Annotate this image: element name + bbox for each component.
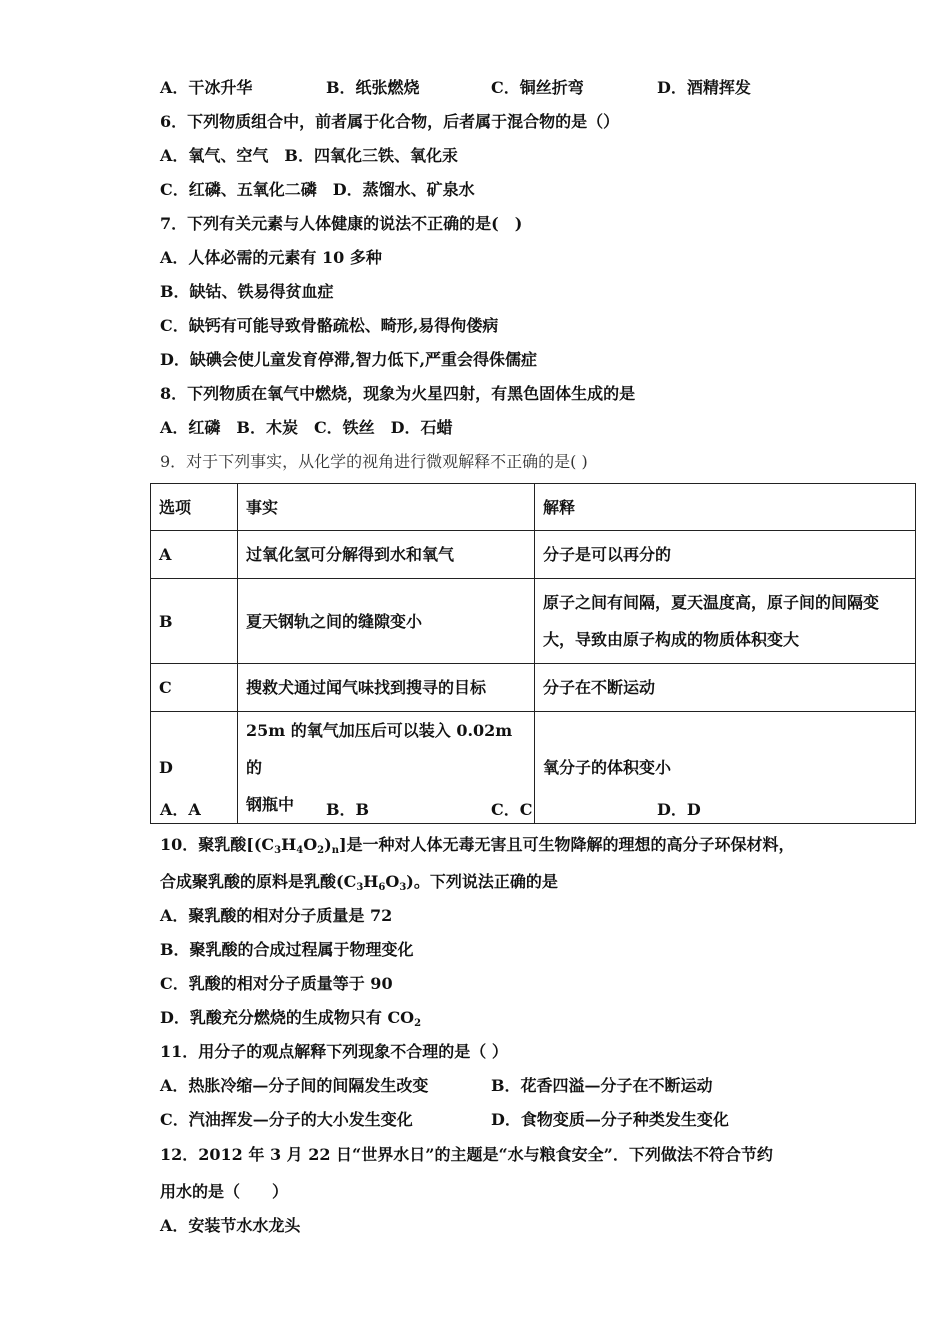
row-explanation: 分子是可以再分的 (535, 531, 916, 579)
row-option: C (151, 664, 238, 712)
table-row (151, 579, 916, 664)
q6-options-ab: A．氧气、空气 B．四氧化三铁、氧化汞 (160, 146, 458, 165)
q5-option-d: D．酒精挥发 (657, 78, 751, 97)
row-explanation: 原子之间有间隔，夏天温度高，原子间的间隔变 大，导致由原子构成的物质体积变大 (535, 579, 916, 664)
q12-stem-line1: 12．2012 年 3 月 22 日“世界水日”的主题是“水与粮食安全”．下列做法不符合节约 (160, 1145, 773, 1164)
table-row (151, 531, 916, 579)
row-option: B (151, 579, 238, 664)
row-fact: 夏天钢轨之间的缝隙变小 (238, 579, 535, 664)
row-option: D (151, 712, 238, 824)
q9-stem: 9．对于下列事实，从化学的视角进行微观解释不正确的是( ) (160, 452, 588, 471)
q11-stem: 11．用分子的观点解释下列现象不合理的是（ ） (160, 1042, 508, 1061)
q11-option-b: B．花香四溢—分子在不断运动 (491, 1076, 713, 1095)
q7-stem: 7．下列有关元素与人体健康的说法不正确的是( ) (160, 214, 523, 233)
row-fact: 过氧化氢可分解得到水和氧气 (238, 531, 535, 579)
row-fact: 25m 的氧气加压后可以装入 0.02m 的 钢瓶中 (238, 712, 535, 824)
q10-option-b: B．聚乳酸的合成过程属于物理变化 (160, 940, 414, 959)
table-header-row (151, 484, 916, 531)
q12-stem-line2: 用水的是（ ） (160, 1182, 289, 1201)
q9-option-c: C．C (491, 800, 533, 819)
q11-option-d: D．食物变质—分子种类发生变化 (491, 1110, 729, 1129)
q6-stem: 6．下列物质组合中，前者属于化合物，后者属于混合物的是（） (160, 112, 620, 131)
q10-option-a: A．聚乳酸的相对分子质量是 72 (160, 906, 393, 925)
q10-stem-line1: 10．聚乳酸$[(C_3H_4O_2)_n]$是一种对人体无毒无害且可生物降解的理想的高分子环保材料， (160, 835, 795, 856)
q11-option-c: C．汽油挥发—分子的大小发生变化 (160, 1110, 413, 1129)
row-fact: 搜救犬通过闻气味找到搜寻的目标 (238, 664, 535, 712)
header-option: 选项 (151, 484, 238, 531)
q6-options-cd: C．红磷、五氧化二磷 D．蒸馏水、矿泉水 (160, 180, 475, 199)
q9-option-b: B．B (326, 800, 370, 819)
q9-option-a: A．A (160, 800, 201, 819)
table-row (151, 712, 916, 824)
q9-table (150, 483, 916, 824)
q5-option-a: A．干冰升华 (160, 78, 253, 97)
q9-option-d: D．D (657, 800, 701, 819)
q10-option-d: D．乳酸充分燃烧的生成物只有 $CO_2$ (160, 1008, 422, 1029)
q7-option-d: D．缺碘会使儿童发育停滞,智力低下,严重会得侏儒症 (160, 350, 538, 369)
q8-stem: 8．下列物质在氧气中燃烧，现象为火星四射，有黑色固体生成的是 (160, 384, 636, 403)
q8-options: A．红磷 B．木炭 C．铁丝 D．石蜡 (160, 418, 453, 437)
q5-option-b: B．纸张燃烧 (326, 78, 420, 97)
q5-option-c: C．铜丝折弯 (491, 78, 584, 97)
q10-option-c: C．乳酸的相对分子质量等于 90 (160, 974, 393, 993)
q12-option-a: A．安装节水水龙头 (160, 1216, 301, 1235)
q7-option-a: A．人体必需的元素有 10 多种 (160, 248, 382, 267)
q7-option-c: C．缺钙有可能导致骨骼疏松、畸形,易得佝偻病 (160, 316, 499, 335)
header-explanation: 解释 (535, 484, 916, 531)
q10-stem-line2: 合成聚乳酸的原料是乳酸$(C_3H_6O_3)$。下列说法正确的是 (160, 872, 558, 893)
row-explanation: 氧分子的体积变小 (535, 712, 916, 824)
header-fact: 事实 (238, 484, 535, 531)
row-option: A (151, 531, 238, 579)
q7-option-b: B．缺钴、铁易得贫血症 (160, 282, 334, 301)
q11-option-a: A．热胀冷缩—分子间的间隔发生改变 (160, 1076, 429, 1095)
table-row (151, 664, 916, 712)
row-explanation: 分子在不断运动 (535, 664, 916, 712)
